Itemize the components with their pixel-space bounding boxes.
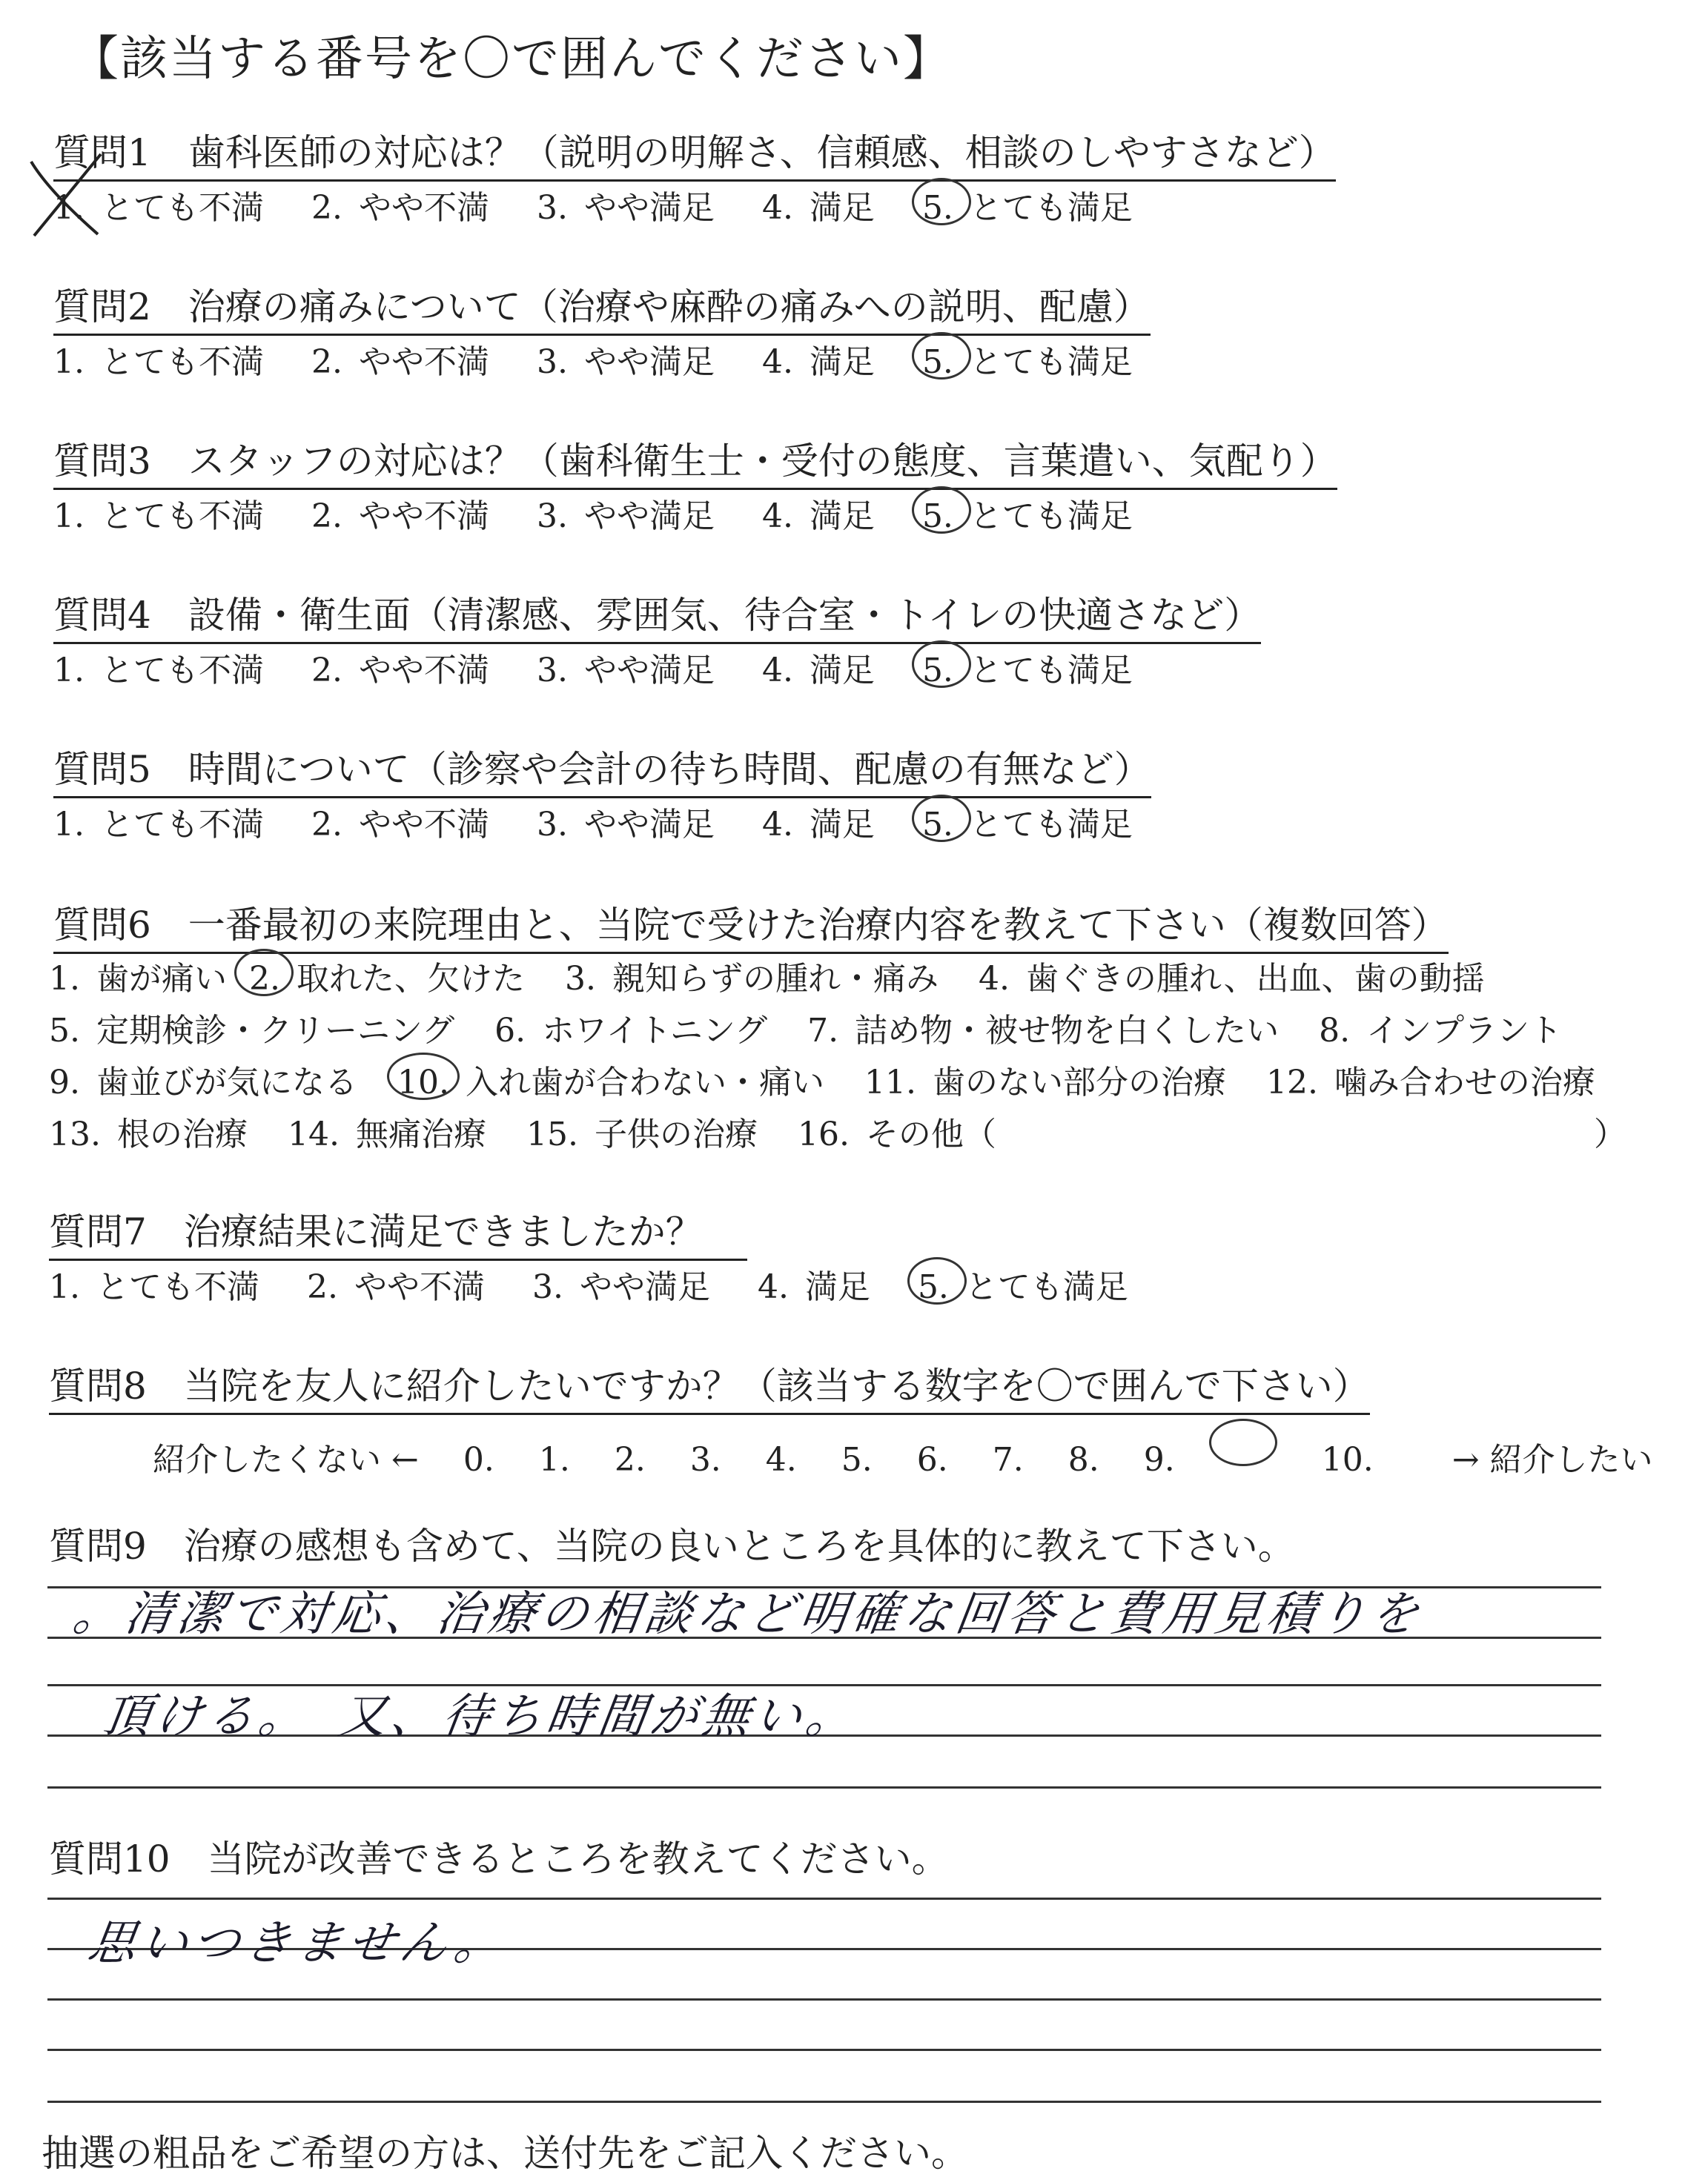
q1-option-2[interactable]: 2. やや不満 (311, 189, 489, 227)
q6-row-1 (49, 952, 1485, 999)
q3-option-3[interactable]: 3. やや満足 (536, 497, 715, 535)
q10-handwritten-answer: 思いつきません。 (84, 1916, 511, 1971)
q6-option-11[interactable]: 11. 歯のない部分の治療 (864, 1064, 1226, 1101)
selection-circle-icon (907, 1257, 967, 1305)
q8-option-9[interactable]: 9. (1143, 1441, 1175, 1479)
answer-line (47, 2101, 1601, 2103)
q8-option-8[interactable]: 8. (1068, 1441, 1099, 1479)
q6-option-2[interactable]: 2. 取れた、欠けた (249, 952, 525, 999)
selection-circle-icon (912, 795, 971, 842)
q1-option-1[interactable]: 1. とても不満 (53, 181, 264, 228)
answer-line (47, 2049, 1601, 2051)
q2-option-3[interactable]: 3. やや満足 (536, 343, 715, 381)
q6-other-close-paren: ） (1594, 1116, 1626, 1153)
q4-option-5[interactable]: 5. とても満足 (922, 643, 1133, 691)
q4-option-3[interactable]: 3. やや満足 (536, 652, 715, 689)
q1-option-4[interactable]: 4. 満足 (761, 189, 875, 227)
q9-handwritten-answer-line-2: 頂ける。 又、待ち時間が無い。 (99, 1689, 862, 1744)
q3-options (53, 489, 1170, 537)
q6-option-10[interactable]: 10. 入れ歯が合わない・痛い (397, 1056, 824, 1103)
q7-title: 質問7 治療結果に満足できましたか？ (49, 1202, 747, 1261)
q7-option-3[interactable]: 3. やや満足 (532, 1268, 710, 1306)
q9-handwritten-answer-line-1: 。清潔で対応、治療の相談など明確な回答と費用見積りを (69, 1587, 1427, 1642)
q6-option-12[interactable]: 12. 噛み合わせの治療 (1265, 1064, 1595, 1101)
q6-option-13[interactable]: 13. 根の治療 (49, 1116, 248, 1153)
q5-option-1[interactable]: 1. とても不満 (53, 806, 264, 844)
q1-option-3[interactable]: 3. やや満足 (536, 189, 715, 227)
footer-note: 抽選の粗品をご希望の方は、送付先をご記入ください。 (42, 2132, 968, 2175)
q8-option-10[interactable]: 10. (1219, 1423, 1408, 1479)
answer-line (47, 1998, 1601, 2001)
q5-option-4[interactable]: 4. 満足 (761, 806, 875, 844)
q8-option-1[interactable]: 1. (538, 1441, 570, 1479)
q7-option-1[interactable]: 1. とても不満 (49, 1268, 259, 1306)
q4-options (53, 643, 1170, 691)
q10-title: 質問10 当院が改善できるところを教えてください。 (49, 1838, 949, 1881)
q6-option-9[interactable]: 9. 歯並びが気になる (49, 1064, 357, 1101)
q3-title: 質問3 スタッフの対応は？（歯科衛生士・受付の態度、言葉遣い、気配り） (53, 431, 1337, 490)
q5-option-5[interactable]: 5. とても満足 (922, 798, 1133, 845)
q3-option-1[interactable]: 1. とても不満 (53, 497, 264, 535)
q6-option-6[interactable]: 6. ホワイトニング (494, 1012, 768, 1050)
q6-option-16[interactable]: 16. その他（ (797, 1116, 996, 1153)
q6-row-2 (49, 1004, 1562, 1051)
q5-title: 質問5 時間について（診察や会計の待ち時間、配慮の有無など） (53, 740, 1151, 798)
q8-right-label: → 紹介したい (1452, 1441, 1653, 1479)
q4-title: 質問4 設備・衛生面（清潔感、雰囲気、待合室・トイレの快適さなど） (53, 586, 1261, 644)
q4-option-4[interactable]: 4. 満足 (761, 652, 875, 689)
selection-circle-icon (912, 178, 971, 225)
q7-option-5[interactable]: 5. とても満足 (918, 1260, 1128, 1308)
selection-circle-icon (912, 640, 971, 688)
q5-option-2[interactable]: 2. やや不満 (311, 806, 489, 844)
q6-option-8[interactable]: 8. インプラント (1319, 1012, 1563, 1050)
q8-option-6[interactable]: 6. (916, 1441, 948, 1479)
q1-option-5[interactable]: 5. とても満足 (922, 181, 1133, 228)
selection-circle-icon (1209, 1419, 1277, 1466)
q7-options (49, 1260, 1165, 1308)
page-header: 【該当する番号を〇で囲んでください】 (71, 32, 952, 87)
q6-option-14[interactable]: 14. 無痛治療 (287, 1116, 486, 1153)
q8-option-2[interactable]: 2. (614, 1441, 646, 1479)
q6-row-4 (49, 1107, 996, 1155)
selection-circle-icon (912, 486, 971, 534)
q7-option-4[interactable]: 4. 満足 (757, 1268, 870, 1306)
q8-option-7[interactable]: 7. (992, 1441, 1024, 1479)
q2-title: 質問2 治療の痛みについて（治療や麻酔の痛みへの説明、配慮） (53, 277, 1151, 336)
q2-option-2[interactable]: 2. やや不満 (311, 343, 489, 381)
q2-option-4[interactable]: 4. 満足 (761, 343, 875, 381)
q8-scale (153, 1423, 1687, 1480)
q4-option-2[interactable]: 2. やや不満 (311, 652, 489, 689)
q3-option-5[interactable]: 5. とても満足 (922, 489, 1133, 537)
q9-title: 質問9 治療の感想も含めて、当院の良いところを具体的に教えて下さい。 (49, 1525, 1295, 1568)
q8-option-3[interactable]: 3. (689, 1441, 721, 1479)
q8-option-5[interactable]: 5. (841, 1441, 873, 1479)
q2-options (53, 335, 1170, 382)
q1-title: 質問1 歯科医師の対応は？（説明の明解さ、信頼感、相談のしやすさなど） (53, 123, 1336, 182)
q6-option-7[interactable]: 7. 詰め物・被せ物を白くしたい (807, 1012, 1280, 1050)
q6-row-3 (49, 1056, 1595, 1103)
q3-option-4[interactable]: 4. 満足 (761, 497, 875, 535)
q8-option-4[interactable]: 4. (765, 1441, 797, 1479)
answer-line (47, 1786, 1601, 1789)
q6-option-4[interactable]: 4. 歯ぐきの腫れ、出血、歯の動揺 (978, 960, 1485, 998)
q8-left-label: 紹介したくない ← (153, 1441, 419, 1479)
selection-circle-icon (234, 949, 294, 996)
q6-option-15[interactable]: 15. 子供の治療 (526, 1116, 758, 1153)
q7-option-2[interactable]: 2. やや不満 (306, 1268, 485, 1306)
q4-option-1[interactable]: 1. とても不満 (53, 652, 264, 689)
selection-circle-icon (387, 1053, 460, 1100)
q2-option-1[interactable]: 1. とても不満 (53, 343, 264, 381)
q6-option-3[interactable]: 3. 親知らずの腫れ・痛み (564, 960, 939, 998)
q5-options (53, 798, 1170, 845)
q1-options (53, 181, 1170, 228)
q6-option-5[interactable]: 5. 定期検診・クリーニング (49, 1012, 455, 1050)
q2-option-5[interactable]: 5. とても満足 (922, 335, 1133, 382)
answer-line (47, 1898, 1601, 1900)
q6-title: 質問6 一番最初の来院理由と、当院で受けた治療内容を教えて下さい（複数回答） (53, 895, 1449, 954)
selection-circle-icon (912, 332, 971, 380)
q8-title: 質問8 当院を友人に紹介したいですか？（該当する数字を〇で囲んで下さい） (49, 1356, 1370, 1415)
q8-option-0[interactable]: 0. (463, 1441, 494, 1479)
q5-option-3[interactable]: 3. やや満足 (536, 806, 715, 844)
q3-option-2[interactable]: 2. やや不満 (311, 497, 489, 535)
q6-option-1[interactable]: 1. 歯が痛い (49, 960, 227, 998)
